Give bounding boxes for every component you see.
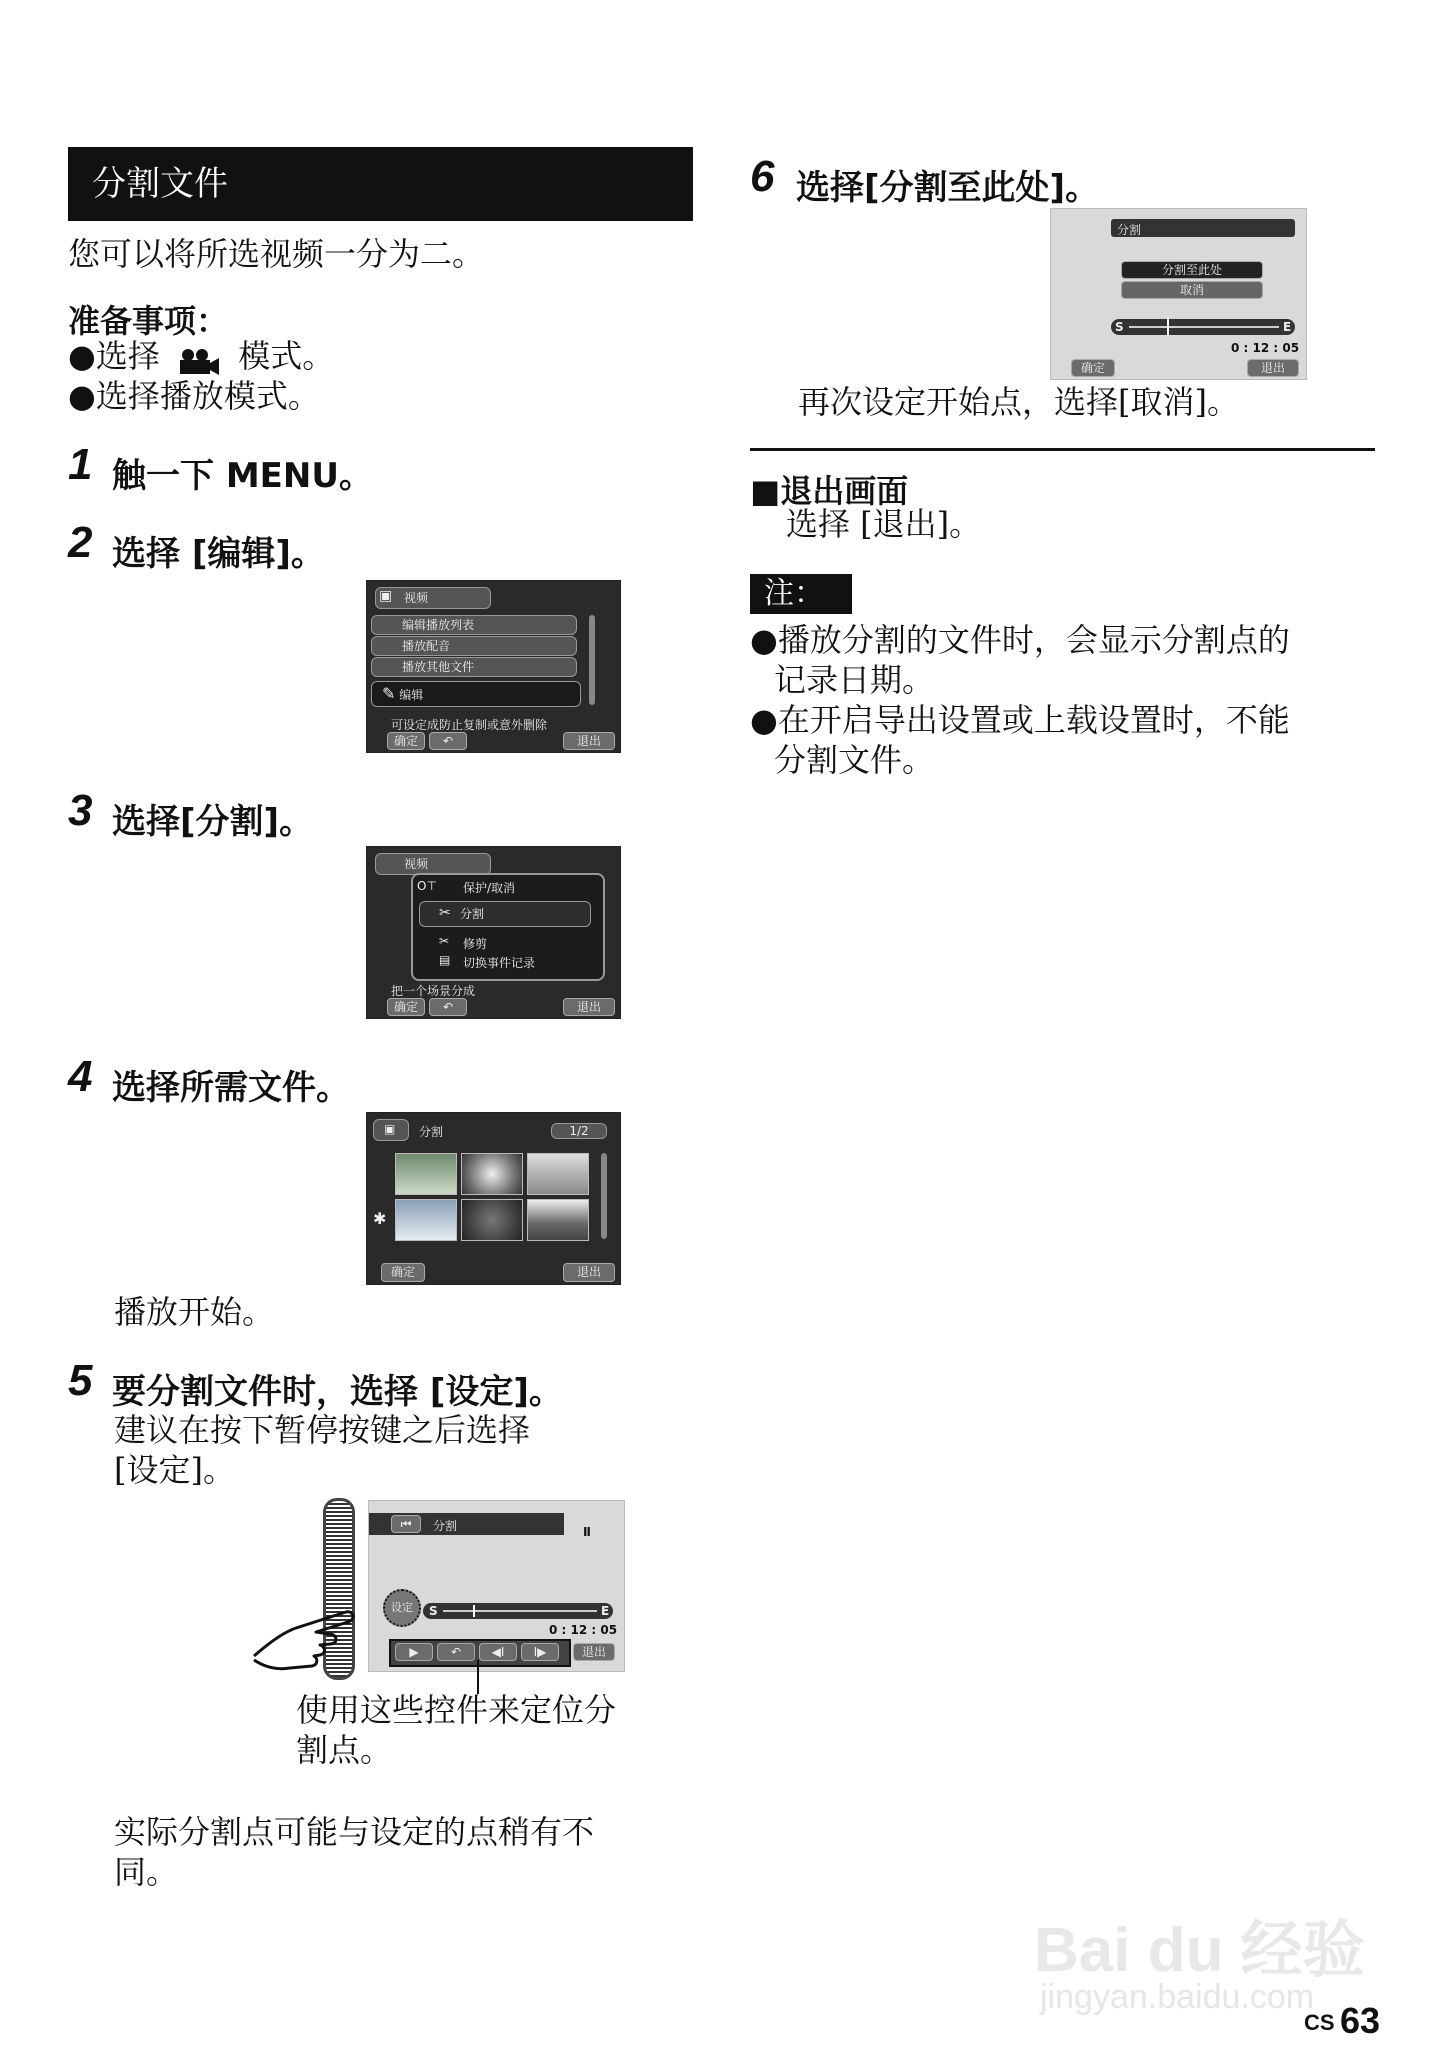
menu-item-other-files[interactable] — [371, 657, 577, 677]
thumbnail-2[interactable] — [461, 1153, 523, 1195]
step-2-number: 2 — [68, 518, 93, 567]
exit-button[interactable]: 退出 — [563, 998, 615, 1016]
note-2-line-2: 分割文件。 — [774, 741, 935, 779]
progress-line — [1129, 326, 1279, 328]
menu-screen-split — [366, 846, 621, 1019]
prep-title: 准备事项： — [68, 302, 229, 340]
thumbnail-3[interactable] — [527, 1153, 589, 1195]
split-here-button[interactable]: 分割至此处 — [1121, 261, 1263, 279]
step-5-sub-1: 建议在按下暂停按键之后选择 — [114, 1411, 531, 1449]
thumbnail-5[interactable] — [461, 1199, 523, 1241]
menu-item-dubbing[interactable] — [371, 636, 577, 656]
back-button[interactable]: ↶ — [429, 998, 467, 1016]
scrollbar[interactable] — [601, 1153, 607, 1239]
split-playback-screen — [368, 1500, 625, 1672]
step-4-text: 选择所需文件。 — [112, 1068, 350, 1108]
video-tab — [375, 853, 491, 875]
caption-line-2: 割点。 — [296, 1731, 393, 1769]
step-4-result: 播放开始。 — [114, 1293, 275, 1331]
footer-lang: CS — [1304, 2010, 1335, 2035]
frame-back-button[interactable]: ◀Ⅰ — [479, 1643, 517, 1661]
menu-item-label: 编辑 — [399, 688, 424, 702]
page-indicator: 1/2 — [551, 1123, 607, 1139]
video-tab-icon: ▣ — [379, 588, 393, 604]
ok-button[interactable]: 确定 — [381, 1263, 425, 1282]
step-6-result: 再次设定开始点，选择[取消]。 — [798, 383, 1239, 421]
step-5-text: 要分割文件时，选择 [设定]。 — [112, 1372, 563, 1412]
exit-button[interactable]: 退出 — [563, 732, 615, 750]
step-5-note-2: 同。 — [114, 1853, 179, 1891]
prep-item-1-label: ●选择 — [68, 337, 160, 375]
video-tab — [375, 587, 491, 609]
time-display: 0 : 12 : 05 — [1231, 341, 1300, 355]
note-1-line-1: ●播放分割的文件时，会显示分割点的 — [750, 621, 1290, 659]
page-number: 63 — [1340, 2000, 1381, 2041]
exit-button[interactable]: 退出 — [573, 1643, 615, 1661]
exit-screen-text: 选择 [退出]。 — [786, 505, 982, 543]
video-tab-label: 视频 — [404, 591, 429, 605]
step-4-number: 4 — [68, 1052, 93, 1101]
shortcut-icon: ✱ — [373, 1209, 387, 1228]
screen-title: 分割 — [1117, 223, 1142, 237]
intro-text: 您可以将所选视频一分为二。 — [68, 235, 485, 273]
ok-button[interactable]: 确定 — [387, 732, 425, 750]
watermark-url: jingyan.baidu.com — [1040, 1978, 1315, 2016]
ok-button[interactable]: 确定 — [1071, 359, 1115, 377]
step-3-text: 选择[分割]。 — [112, 802, 314, 842]
video-mode-icon: ▣ — [373, 1119, 409, 1141]
step-5-number: 5 — [68, 1356, 93, 1405]
step-5-sub-2: [设定]。 — [114, 1451, 235, 1489]
playhead[interactable] — [473, 1605, 475, 1617]
callout-line — [477, 1660, 479, 1694]
key-icon: O⊤ — [417, 879, 437, 893]
thumbnail-6[interactable] — [527, 1199, 589, 1241]
pause-icon: Ⅱ — [583, 1525, 591, 1539]
split-confirm-screen — [1050, 208, 1307, 380]
submenu-item-trim[interactable]: 修剪 — [463, 937, 488, 951]
step-1-number: 1 — [68, 440, 93, 489]
exit-button[interactable]: 退出 — [1247, 359, 1299, 377]
section-divider — [750, 448, 1375, 451]
set-button[interactable]: 设定 — [383, 1589, 421, 1627]
prep-item-1 — [68, 336, 334, 376]
hint-text: 把一个场景分成 — [391, 984, 476, 998]
watermark-brand: Bai du 经验 — [1034, 1916, 1365, 1985]
split-icon: ✂ — [439, 905, 451, 921]
menu-item-label: 播放配音 — [402, 639, 451, 653]
play-button[interactable]: ▶ — [395, 1643, 433, 1661]
start-label: S — [429, 1604, 438, 1618]
end-label: E — [1283, 320, 1292, 334]
step-5-note-1: 实际分割点可能与设定的点稍有不 — [114, 1813, 595, 1851]
hint-text: 可设定成防止复制或意外删除 — [391, 718, 548, 732]
thumbnail-1[interactable] — [395, 1153, 457, 1195]
menu-screen-edit — [366, 580, 621, 753]
exit-button[interactable]: 退出 — [563, 1263, 615, 1282]
submenu-item-protect[interactable]: 保护/取消 — [463, 881, 516, 895]
ok-button[interactable]: 确定 — [387, 998, 425, 1016]
pointing-hand-icon — [250, 1590, 360, 1680]
time-display: 0 : 12 : 05 — [549, 1623, 618, 1637]
scrollbar[interactable] — [589, 615, 595, 705]
video-tab-label: 视频 — [404, 857, 429, 871]
submenu-item-label: 分割 — [460, 907, 485, 921]
cancel-button[interactable]: 取消 — [1121, 281, 1263, 299]
note-2-line-1: ●在开启导出设置或上载设置时，不能 — [750, 701, 1290, 739]
prep-item-2: ●选择播放模式。 — [68, 377, 320, 415]
file-select-screen — [366, 1112, 621, 1285]
wrench-icon: ✎ — [382, 684, 396, 703]
note-label: 注： — [750, 574, 852, 614]
thumbnail-4[interactable] — [395, 1199, 457, 1241]
back-button[interactable]: ↶ — [437, 1643, 475, 1661]
video-camera-icon — [178, 345, 220, 373]
progress-line — [443, 1610, 597, 1612]
note-1-line-2: 记录日期。 — [774, 661, 935, 699]
menu-item-label: 播放其他文件 — [402, 660, 475, 674]
menu-item-edit[interactable] — [371, 681, 581, 707]
step-6-text: 选择[分割至此处]。 — [796, 168, 1100, 208]
back-button[interactable]: ↶ — [429, 732, 467, 750]
submenu-item-event[interactable]: 切换事件记录 — [463, 956, 536, 970]
start-label: S — [1115, 320, 1124, 334]
step-1-text: 触一下 MENU。 — [112, 456, 373, 496]
step-2-text: 选择 [编辑]。 — [112, 534, 325, 574]
skip-back-button[interactable]: ⏮ — [391, 1515, 421, 1533]
section-title: 分割文件 — [68, 147, 693, 221]
end-label: E — [601, 1604, 610, 1618]
step-3-number: 3 — [68, 786, 93, 835]
menu-item-label: 编辑播放列表 — [402, 618, 475, 632]
screen-title: 分割 — [433, 1519, 458, 1533]
prep-item-1-suffix: 模式。 — [238, 337, 335, 375]
frame-forward-button[interactable]: Ⅰ▶ — [521, 1643, 559, 1661]
exit-screen-title: ■退出画面 — [750, 472, 909, 510]
split-marker — [1167, 317, 1169, 335]
trim-icon: ✂ — [439, 934, 450, 948]
caption-line-1: 使用这些控件来定位分 — [296, 1691, 617, 1729]
event-icon: ▤ — [439, 953, 451, 967]
menu-item-playlist[interactable] — [371, 615, 577, 635]
step-6-number: 6 — [750, 152, 775, 201]
screen-title: 分割 — [419, 1125, 444, 1139]
